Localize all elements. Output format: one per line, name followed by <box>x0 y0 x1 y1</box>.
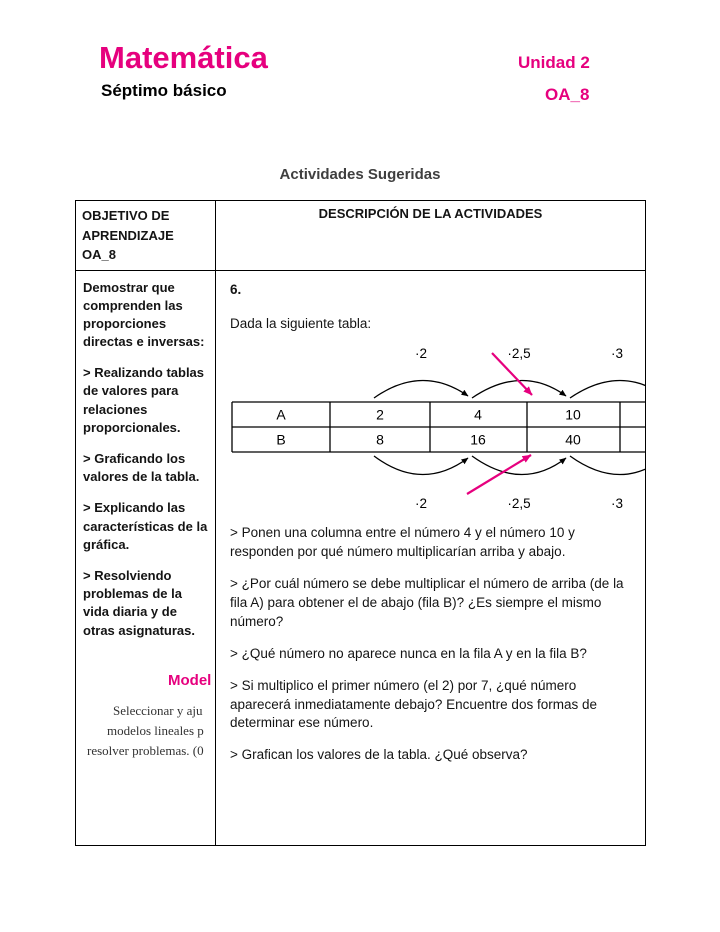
bottom-arrow-3 <box>570 456 645 475</box>
question-2: > ¿Por cuál número se debe multiplicar el número de arriba (de la fila A) para obtener el de abajo (fila B)? ¿Es siempre el mismo número? <box>230 576 624 629</box>
question-3: > ¿Qué número no aparece nunca en la fila A y en la fila B? <box>230 645 587 661</box>
page-title: Matemática <box>99 40 268 75</box>
top-factor-3: ·3 <box>610 346 624 362</box>
activity-number: 6. <box>230 281 242 297</box>
table-header-row <box>76 201 646 271</box>
row-b-value-3: 40 <box>565 431 581 448</box>
bottom-arrow-2 <box>472 456 566 475</box>
note-line-3: resolver problemas. (0 <box>87 742 204 758</box>
row-a-value-3: 10 <box>565 406 581 423</box>
activity-intro: Dada la siguiente tabla: <box>230 316 372 332</box>
model-label: Model <box>168 671 212 689</box>
bottom-factor-3: ·3 <box>610 496 624 512</box>
question-1: > Ponen una columna entre el número 4 y el número 10 y responden por qué número multiplicarían arriba y abajo. <box>230 525 575 560</box>
oa-code-label: OA_8 <box>545 85 590 104</box>
table-body-row <box>76 270 646 845</box>
row-a-label: A <box>276 406 286 423</box>
top-arrow-2 <box>472 381 566 399</box>
section-title: Actividades Sugeridas <box>279 166 441 183</box>
objective-bullet-2: > Graficando los valores de la tabla. <box>83 451 200 485</box>
objective-bullet-1: > Realizando tablas de valores para relaciones proporcionales. <box>83 365 205 435</box>
value-table-grid <box>232 402 645 452</box>
bottom-factor-1: ·2 <box>414 496 428 512</box>
objective-bullet-3: > Explicando las características de la gráfica. <box>83 500 208 552</box>
objective-bullet-4: > Resolviendo problemas de la vida diaria y de otras asignaturas. <box>83 567 195 638</box>
unit-label: Unidad 2 <box>518 53 590 72</box>
row-b-value-2: 16 <box>470 431 486 448</box>
note-line-1: Seleccionar y aju <box>113 702 203 718</box>
objective-cell <box>76 270 216 845</box>
bottom-arrows <box>374 456 645 475</box>
proportion-table-diagram <box>216 342 645 514</box>
description-column-header: DESCRIPCIÓN DE LA ACTIVIDADES <box>216 201 646 271</box>
objective-note <box>83 701 208 761</box>
description-cell <box>216 270 646 845</box>
row-a-value-1: 2 <box>376 406 384 423</box>
question-5: > Grafican los valores de la tabla. ¿Qué observa? <box>230 747 528 763</box>
activities-table <box>75 200 646 846</box>
row-a-value-2: 4 <box>474 406 482 423</box>
top-arrow-1 <box>374 381 468 399</box>
bottom-factor-2: ·2,5 <box>507 496 531 512</box>
row-b-value-1: 8 <box>376 431 384 448</box>
objective-intro: Demostrar que comprenden las proporciones directas e inversas: <box>83 279 205 350</box>
row-b-label: B <box>276 431 286 448</box>
grade-subtitle: Séptimo básico <box>101 81 227 100</box>
top-arrow-3 <box>570 381 645 399</box>
top-factor-2: ·2,5 <box>507 346 531 362</box>
question-4: > Si multiplico el primer número (el 2) por 7, ¿qué número aparecerá inmediatamente debajo? Encuentre dos formas de determinar ese número. <box>230 677 597 731</box>
top-arrows <box>374 381 645 399</box>
note-line-2: modelos lineales p <box>107 722 204 738</box>
top-factor-1: ·2 <box>414 346 428 362</box>
diagram-svg <box>216 342 645 514</box>
bottom-arrow-1 <box>374 456 468 475</box>
objective-column-header: OBJETIVO DE APRENDIZAJE OA_8 <box>76 201 216 271</box>
